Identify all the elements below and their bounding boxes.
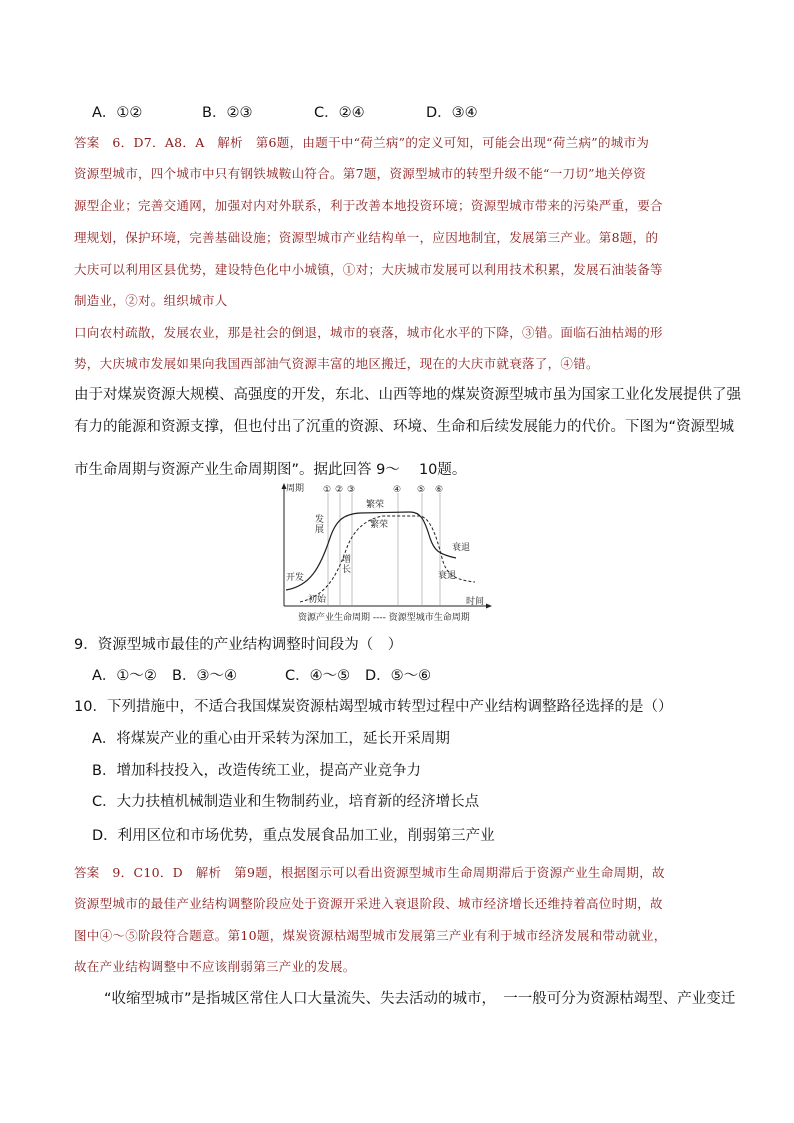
answer-line: 理规划，保护环境，完善基础设施；资源型城市产业结构单一，应因地制宜，发展第三产业。第8题，的 (74, 230, 659, 245)
label-growth (315, 513, 324, 535)
q9-option-a: A．①～② (92, 668, 157, 684)
label-decline-1: 衰退 (452, 543, 471, 553)
figure-legend: 资源产业生命周期 ---- 资源型城市生命周期 (298, 613, 470, 623)
x-axis-label: 时间 (466, 597, 485, 607)
q8-option-a: A．①② (92, 105, 143, 121)
label-start: 初始 (308, 595, 327, 605)
q8-option-c: C．②④ (314, 105, 365, 121)
label-develop: 开发 (286, 573, 305, 583)
q10-option-c: C．大力扶植机械制造业和生物制药业，培育新的经济增长点 (92, 794, 480, 810)
answer-line: 图中④～⑤阶段符合题意。第10题，煤炭资源枯竭型城市发展第三产业有利于城市经济发展和带动就业， (74, 928, 667, 943)
vertical-label-char: 长 (342, 565, 352, 575)
q8-option-b: B．②③ (202, 105, 253, 121)
label-boom-1: 繁荣 (366, 500, 385, 510)
answer-line: 制造业，②对。组织城市人 (74, 293, 228, 308)
intro-line: 有力的能源和资源支撑，但也付出了沉重的资源、环境、生命和后续发展能力的代价。下图为“资源型城 (74, 419, 735, 435)
marker-5: ⑤ (417, 485, 426, 495)
label-increase (342, 553, 351, 575)
q9-option-b: B．③～④ (172, 668, 237, 684)
answer-line: 口向农村疏散，发展农业，那是社会的倒退，城市的衰落，城市化水平的下降，③错。面临石油枯竭的形 (74, 325, 663, 340)
q9-stem: 9．资源型城市最佳的产业结构调整时间段为（ ） (74, 637, 403, 653)
label-decline-2: 衰退 (438, 571, 457, 581)
y-axis-label: 周期 (286, 484, 305, 494)
answer-line: 资源型城市，四个城市中只有钢铁城鞍山符合。第7题，资源型城市的转型升级不能“一刀切”地关停资 (74, 166, 647, 181)
q10-option-a: A．将煤炭产业的重心由开采转为深加工，延长开采周期 (92, 731, 450, 747)
q8-options (92, 101, 478, 122)
vertical-label-char: 展 (315, 525, 325, 535)
q10-option-d: D．利用区位和市场优势，重点发展食品加工业，削弱第三产业 (92, 828, 495, 844)
vertical-label-char: 发 (315, 515, 325, 525)
answer-line: 势，大庆城市发展如果向我国西部油气资源丰富的地区搬迁，现在的大庆市就衰落了，④错。 (74, 356, 599, 371)
closing-paragraph: “收缩型城市”是指城区常住人口大量流失、失去活动的城市， 一一般可分为资源枯竭型、产业变迁 (104, 991, 736, 1007)
q9-option-c: C．④～⑤ (285, 668, 351, 684)
q8-option-d: D．③④ (426, 105, 478, 121)
marker-6: ⑥ (435, 485, 444, 495)
q9-option-d: D．⑤～⑥ (365, 668, 432, 684)
q10-stem: 10．下列措施中，不适合我国煤炭资源枯竭型城市转型过程中产业结构调整路径选择的是（） (74, 699, 673, 715)
marker-4: ④ (393, 485, 402, 495)
answer-line: 大庆可以利用区县优势，建设特色化中小城镇，①对；大庆城市发展可以利用技术积累，发展石油装备等 (74, 262, 663, 277)
answer-line: 答案 9．C10．D 解析 第9题，根据图示可以看出资源型城市生命周期滞后于资源产业生命周期，故 (74, 865, 665, 880)
marker-1: ① (323, 485, 332, 495)
answer-line: 源型企业；完善交通网，加强对内对外联系，利于改善本地投资环境；资源型城市带来的污染严重，要合 (74, 198, 663, 213)
answer-line: 资源型城市的最佳产业结构调整阶段应处于资源开采进入衰退阶段、城市经济增长还维持着高位时期，故 (74, 896, 663, 911)
label-boom-2: 繁荣 (370, 520, 389, 530)
marker-3: ③ (347, 485, 356, 495)
answer-line: 故在产业结构调整中不应该削弱第三产业的发展。 (74, 959, 356, 974)
marker-2: ② (335, 485, 344, 495)
answer-line: 答案 6．D7．A8．A 解析 第6题，由题干中“荷兰病”的定义可知，可能会出现“荷兰病”的城市为 (74, 135, 650, 150)
intro-line: 市生命周期与资源产业生命周期图”。据此回答 9～ 10题。 (74, 462, 467, 478)
q9-options (92, 664, 431, 685)
q10-option-b: B．增加科技投入，改造传统工业，提高产业竞争力 (92, 763, 421, 779)
intro-line: 由于对煤炭资源大规模、高强度的开发，东北、山西等地的煤炭资源型城市虽为国家工业化发展提供了强 (74, 387, 741, 403)
vertical-label-char: 增 (342, 555, 352, 565)
x-axis-arrow (486, 604, 492, 609)
life-cycle-figure (270, 478, 510, 626)
